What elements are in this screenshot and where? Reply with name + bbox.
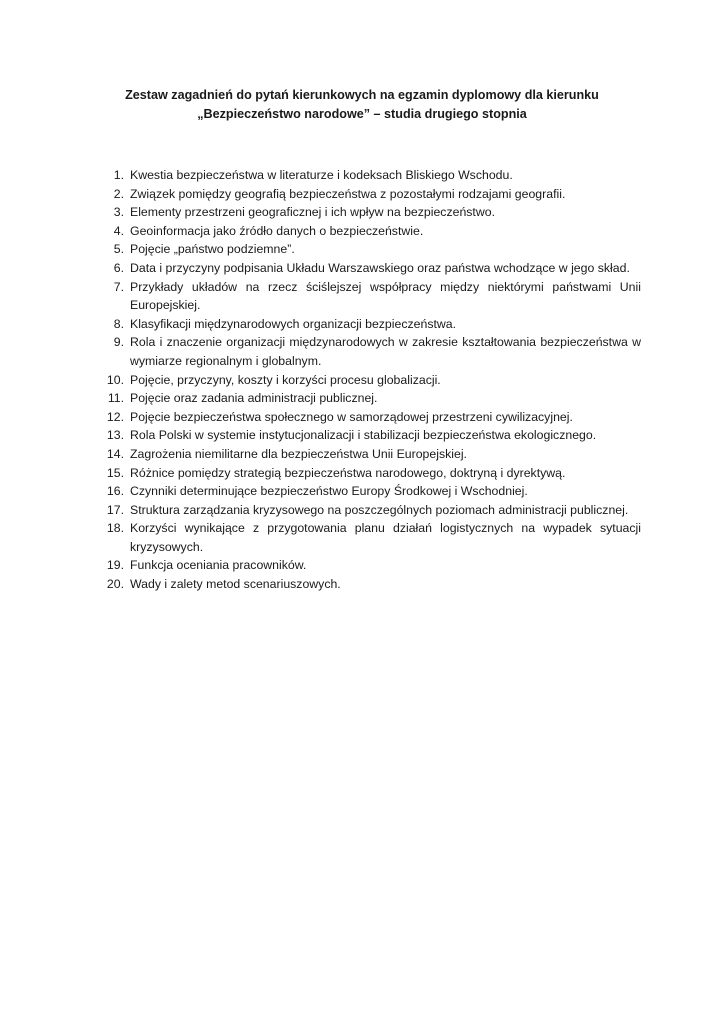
list-item-number: 7 . xyxy=(100,278,124,297)
list-item-number: 2 . xyxy=(100,185,124,204)
list-item-number: 16 . xyxy=(100,482,124,501)
list-item xyxy=(100,166,641,185)
list-item-text: Rola Polski w systemie instytucjonalizacji i stabilizacji bezpieczeństwa ekologicznego. xyxy=(130,428,597,443)
list-item-text: Korzyści wynikające z przygotowania planu działań logistycznych na wypadek sytuacji kryzysowych. xyxy=(130,521,641,554)
list-item-number: 8 . xyxy=(100,315,124,334)
list-item xyxy=(100,240,641,259)
list-item-number: 5 . xyxy=(100,240,124,259)
list-item-number: 19 . xyxy=(100,556,124,575)
list-item-text: Klasyfikacji międzynarodowych organizacji bezpieczeństwa. xyxy=(130,316,457,331)
list-item-number: 4 . xyxy=(100,222,124,241)
list-item-number: 1 . xyxy=(100,166,124,185)
list-item-text: Struktura zarządzania kryzysowego na poszczególnych poziomach administracji publicznej. xyxy=(130,502,629,517)
list-item-text: Wady i zalety metod scenariuszowych. xyxy=(130,577,341,592)
document-title: Zestaw zagadnień do pytań kierunkowych na egzamin dyplomowy dla kierunku „Bezpieczeństwo narodowe” – studia drugiego stopnia xyxy=(125,88,599,121)
list-item xyxy=(100,426,641,445)
list-item xyxy=(100,315,641,334)
list-item-number: 6 . xyxy=(100,259,124,278)
list-item xyxy=(100,371,641,390)
list-item-text: Kwestia bezpieczeństwa w literaturze i kodeksach Bliskiego Wschodu. xyxy=(130,168,513,182)
list-item-text: Data i przyczyny podpisania Układu Warszawskiego oraz państwa wchodzące w jego skład. xyxy=(130,260,630,275)
list-item xyxy=(100,519,641,556)
list-item-number: 14 . xyxy=(100,445,124,464)
list-item-text: Pojęcie bezpieczeństwa społecznego w samorządowej przestrzeni cywilizacyjnej. xyxy=(130,409,573,424)
list-item-text: Pojęcie, przyczyny, koszty i korzyści procesu globalizacji. xyxy=(130,372,441,387)
list-item-number: 9 . xyxy=(100,333,124,352)
list-item-text: Związek pomiędzy geografią bezpieczeństwa z pozostałymi rodzajami geografii. xyxy=(130,186,566,201)
list-item-text: Pojęcie oraz zadania administracji publicznej. xyxy=(130,391,378,406)
list-item-text: Czynniki determinujące bezpieczeństwo Europy Środkowej i Wschodniej. xyxy=(130,484,528,499)
list-item-text: Przykłady układów na rzecz ściślejszej współpracy między niektórymi państwami Unii Europejskiej. xyxy=(130,279,641,313)
list-item-number: 20 . xyxy=(100,575,124,594)
list-item xyxy=(100,333,641,370)
list-item xyxy=(100,278,641,315)
list-item xyxy=(100,482,641,501)
list-item-text: Pojęcie „państwo podziemne”. xyxy=(130,242,295,257)
list-item xyxy=(100,445,641,464)
list-item-number: 18 . xyxy=(100,519,124,538)
list-item-text: Funkcja oceniania pracowników. xyxy=(130,558,307,573)
list-item-text: Różnice pomiędzy strategią bezpieczeństwa narodowego, doktryną i dyrektywą. xyxy=(130,465,566,480)
list-item xyxy=(100,556,641,575)
list-item xyxy=(100,222,641,241)
list-item xyxy=(100,575,641,594)
list-item xyxy=(100,185,641,204)
list-item xyxy=(100,203,641,222)
list-item-number: 11 . xyxy=(100,389,124,408)
topic-list xyxy=(100,166,641,594)
list-item-text: Zagrożenia niemilitarne dla bezpieczeństwa Unii Europejskiej. xyxy=(130,446,467,461)
list-item-number: 12 . xyxy=(100,408,124,427)
list-item-number: 10 . xyxy=(100,371,124,390)
list-item-number: 17 . xyxy=(100,501,124,520)
list-item-text: Elementy przestrzeni geograficznej i ich wpływ na bezpieczeństwo. xyxy=(130,205,495,220)
list-item xyxy=(100,408,641,427)
list-item-text: Geoinformacja jako źródło danych o bezpieczeństwie. xyxy=(130,223,424,238)
list-item xyxy=(100,501,641,520)
list-item xyxy=(100,389,641,408)
list-item xyxy=(100,464,641,483)
list-item-text: Rola i znaczenie organizacji międzynarodowych w zakresie kształtowania bezpieczeństwa w wymiarze regionalnym i globalnym. xyxy=(130,335,641,368)
list-item-number: 13 . xyxy=(100,426,124,445)
list-item-number: 15 . xyxy=(100,464,124,483)
list-item-number: 3 . xyxy=(100,203,124,222)
list-item xyxy=(100,259,641,278)
